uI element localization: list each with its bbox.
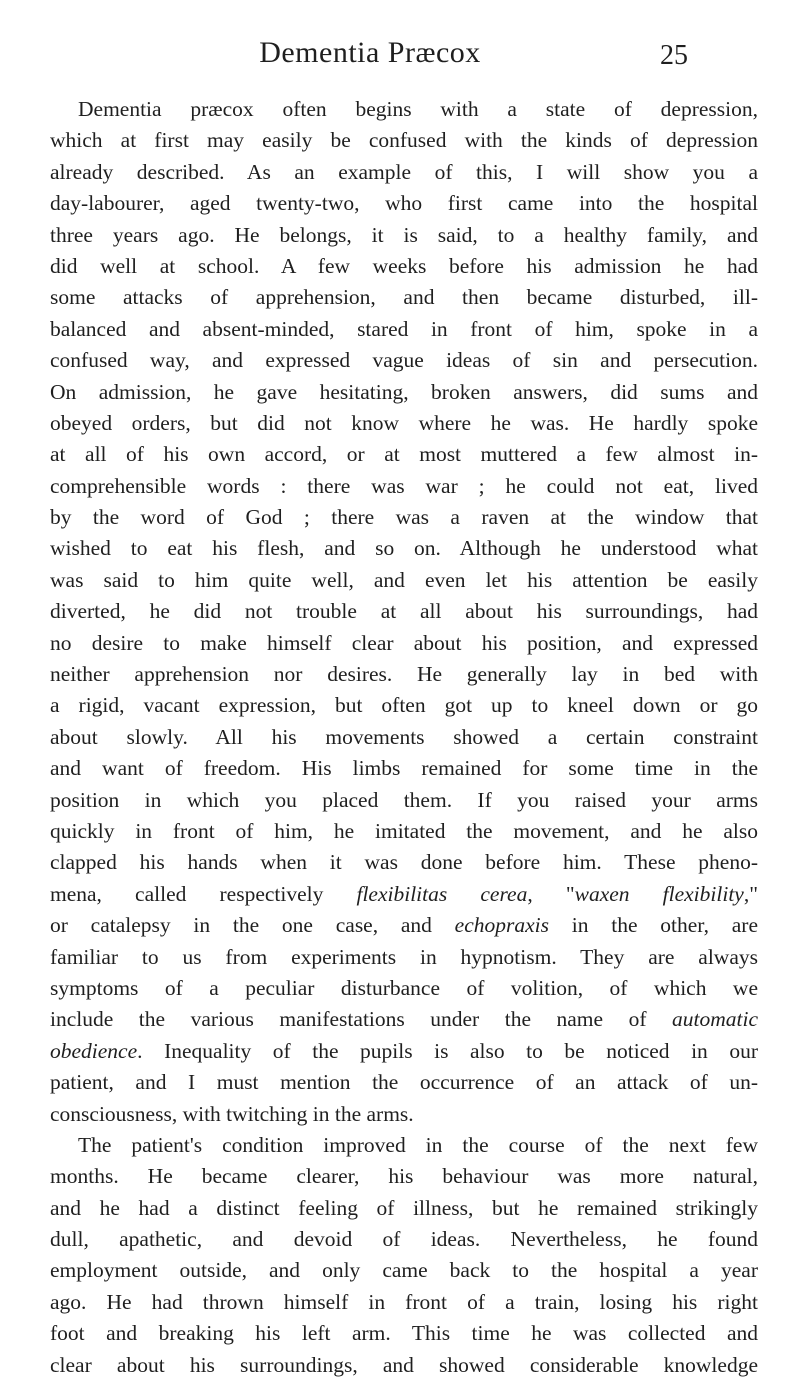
text-line: position in which you placed them. If you raised your arms — [50, 787, 758, 812]
text-line: a rigid, vacant expression, but often got up to kneel down or go — [50, 693, 758, 718]
body-text — [50, 94, 758, 1381]
text-line — [50, 1004, 758, 1035]
text-line: diverted, he did not trouble at all about his surroundings, had — [50, 599, 758, 624]
text-run: include the various manifestations under the name of — [50, 1007, 672, 1032]
text-line: quickly in front of him, he imitated the movement, and he also — [50, 818, 758, 843]
term-translation: waxen flexibility — [574, 881, 744, 906]
text-line: confused way, and expressed vague ideas of sin and persecution. — [50, 348, 758, 373]
text-line: patient, and I must mention the occurrence of an attack of un- — [50, 1070, 758, 1095]
text-line: employment outside, and only came back to the hospital a year — [50, 1258, 758, 1283]
latin-term: flexibilitas cerea — [356, 881, 528, 906]
term: obedience — [50, 1038, 138, 1063]
text-line: which at first may easily be confused with the kinds of depression — [50, 128, 758, 153]
text-line — [50, 879, 758, 910]
text-line: no desire to make himself clear about his position, and expressed — [50, 630, 758, 655]
text-line: Dementia præcox often begins with a state of depression, — [78, 97, 758, 121]
term: echopraxis — [454, 913, 550, 938]
text-run: mena, called respectively — [50, 881, 357, 906]
text-line: did well at school. A few weeks before his admission he had — [50, 253, 758, 278]
text-line: The patient's condition improved in the course of the next few — [78, 1132, 758, 1157]
text-line: day-labourer, aged twenty-two, who first came into the hospital — [50, 191, 758, 216]
text-line: foot and breaking his left arm. This time he was collected and — [50, 1321, 758, 1346]
text-line: familiar to us from experiments in hypnotism. They are always — [50, 944, 758, 969]
text-line: months. He became clearer, his behaviour was more natural, — [50, 1164, 758, 1189]
text-line: clapped his hands when it was done before him. These pheno- — [50, 850, 758, 875]
text-line: some attacks of apprehension, and then became disturbed, ill- — [50, 285, 758, 310]
text-line — [50, 1036, 758, 1067]
text-run: in the other, are — [549, 913, 758, 938]
text-line: wished to eat his flesh, and so on. Although he understood what — [50, 536, 758, 561]
text-line: symptoms of a peculiar disturbance of volition, of which we — [50, 975, 758, 1000]
text-line: ago. He had thrown himself in front of a train, losing his right — [50, 1289, 758, 1314]
text-line: about slowly. All his movements showed a certain constraint — [50, 724, 758, 749]
text-line: by the word of God ; there was a raven at the window that — [50, 505, 758, 530]
text-line: consciousness, with twitching in the arms. — [50, 1101, 414, 1126]
text-line: neither apprehension nor desires. He generally lay in bed with — [50, 662, 758, 687]
text-line: was said to him quite well, and even let his attention be easily — [50, 567, 758, 592]
text-line: comprehensible words : there was war ; he could not eat, lived — [50, 473, 758, 498]
text-line: at all of his own accord, or at most muttered a few almost in- — [50, 442, 758, 467]
text-line: On admission, he gave hesitating, broken answers, did sums and — [50, 379, 758, 404]
running-title: Dementia Præcox — [259, 36, 481, 69]
text-line — [50, 910, 758, 941]
text-line: clear about his surroundings, and showed considerable knowledge — [50, 1352, 758, 1377]
text-line: dull, apathetic, and devoid of ideas. Nevertheless, he found — [50, 1227, 758, 1252]
text-run: , " — [527, 881, 575, 906]
text-run: or catalepsy in the one case, and — [50, 913, 455, 938]
page-number: 25 — [660, 40, 688, 71]
term: automatic — [672, 1007, 758, 1032]
text-run: . Inequality of the pupils is also to be noticed in our — [137, 1038, 758, 1063]
text-line: balanced and absent-minded, stared in front of him, spoke in a — [50, 316, 758, 341]
text-line: and want of freedom. His limbs remained for some time in the — [50, 756, 758, 781]
text-line: three years ago. He belongs, it is said, to a healthy family, and — [50, 222, 758, 247]
text-line: and he had a distinct feeling of illness, but he remained strikingly — [50, 1195, 758, 1220]
text-line: obeyed orders, but did not know where he was. He hardly spoke — [50, 410, 758, 435]
text-line: already described. As an example of this, I will show you a — [50, 159, 758, 184]
text-run: ," — [743, 881, 759, 906]
